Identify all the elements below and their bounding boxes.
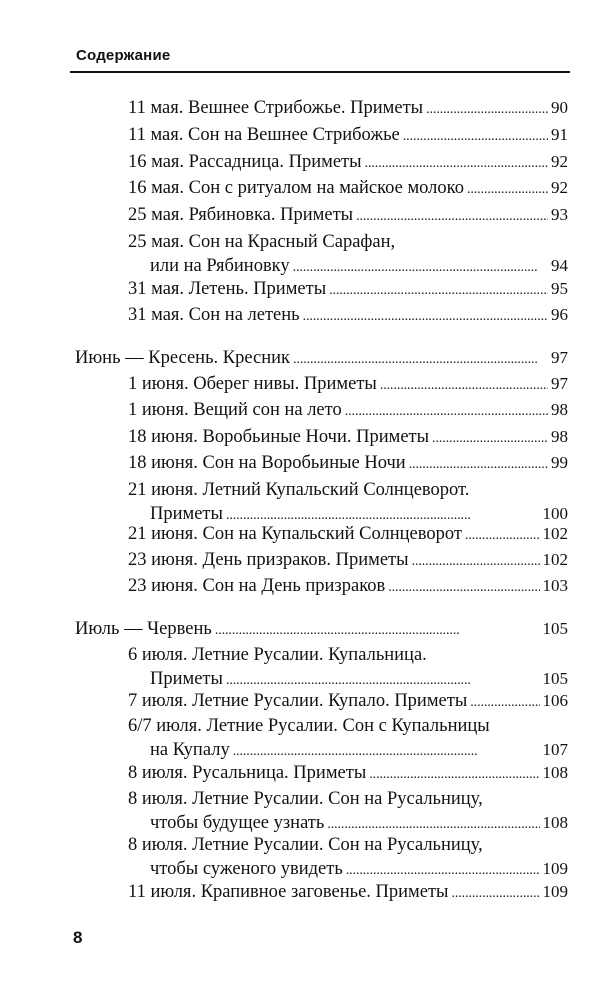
dot-leader	[409, 453, 548, 477]
toc-entry[interactable]	[0, 346, 568, 370]
dot-leader	[432, 427, 548, 451]
toc-entry[interactable]	[0, 176, 568, 200]
toc-entry[interactable]	[0, 714, 568, 762]
toc-entry-title: 18 июня. Воробьиные Ночи. Приметы	[128, 427, 430, 447]
toc-entry-title: 7 июля. Летние Русалии. Купало. Приметы	[128, 691, 468, 711]
dot-leader	[388, 576, 539, 600]
dot-leader	[380, 374, 548, 398]
toc-entry-title: 6/7 июля. Летние Русалии. Сон с Купальницы	[128, 716, 490, 736]
toc-entry-title: 11 мая. Сон на Вешнее Стрибожье	[128, 125, 400, 145]
toc-entry[interactable]	[0, 425, 568, 449]
toc-page-number: 98	[551, 400, 568, 419]
dot-leader	[329, 279, 548, 303]
dot-leader	[303, 305, 548, 329]
toc-entry-title: 31 мая. Летень. Приметы	[128, 279, 327, 299]
toc-entry[interactable]	[0, 689, 568, 713]
toc-page-number: 93	[551, 205, 568, 224]
toc-entry[interactable]	[0, 522, 568, 546]
toc-entry-title: 1 июня. Вещий сон на лето	[128, 400, 342, 420]
toc-page-number: 95	[551, 279, 568, 298]
toc-entry-title: Июль — Червень	[75, 619, 212, 639]
toc-entry-title: чтобы суженого увидеть	[150, 859, 343, 879]
toc-page-number: 109	[542, 859, 568, 878]
dot-leader	[465, 524, 540, 548]
dot-leader	[365, 152, 548, 176]
toc-entry-title: 1 июня. Оберег нивы. Приметы	[128, 374, 377, 394]
toc-entry[interactable]	[0, 398, 568, 422]
toc-entry-title: 23 июня. День призраков. Приметы	[128, 550, 409, 570]
toc-entry-title: 23 июня. Сон на День призраков	[128, 576, 386, 596]
dot-leader	[467, 178, 548, 202]
toc-page-number: 109	[542, 882, 568, 901]
toc-entry-title: 25 мая. Сон на Красный Сарафан,	[128, 232, 396, 252]
toc-entry-title: чтобы будущее узнать	[150, 813, 325, 833]
dot-leader	[356, 205, 548, 229]
dot-leader	[470, 691, 539, 715]
toc-entry[interactable]	[0, 833, 568, 881]
toc-entry[interactable]	[0, 150, 568, 174]
dot-leader	[451, 882, 539, 906]
toc-entry-title: 16 мая. Сон с ритуалом на майское молоко	[128, 178, 464, 198]
toc-entry[interactable]	[0, 203, 568, 227]
toc-page-number: 97	[551, 374, 568, 393]
toc-page-number: 103	[542, 576, 568, 595]
toc-entry-title: 18 июня. Сон на Воробьиные Ночи	[128, 453, 406, 473]
toc-entry[interactable]	[0, 548, 568, 572]
dot-leader	[369, 763, 539, 787]
toc-page-number: 106	[542, 691, 568, 710]
toc-entry-title: 16 мая. Рассадница. Приметы	[128, 152, 362, 172]
toc-entry[interactable]	[0, 230, 568, 278]
toc-entry-title: Приметы	[150, 504, 223, 524]
toc-entry[interactable]	[0, 123, 568, 147]
toc-page-number: 107	[542, 740, 568, 759]
toc-entry[interactable]	[0, 787, 568, 835]
running-header	[70, 45, 570, 73]
toc-entry-title: 31 мая. Сон на летень	[128, 305, 300, 325]
dot-leader	[426, 98, 548, 122]
toc-entry[interactable]	[0, 574, 568, 598]
header-title: Содержание	[76, 47, 171, 64]
toc-page-number: 98	[551, 427, 568, 446]
toc-page-number: 92	[551, 178, 568, 197]
toc-entry[interactable]	[0, 277, 568, 301]
toc-page-number: 97	[551, 348, 568, 367]
toc-entry-title: 8 июля. Русальница. Приметы	[128, 763, 367, 783]
toc-entry[interactable]	[0, 303, 568, 327]
toc-entry-title: Приметы	[150, 669, 223, 689]
toc-page-number: 105	[542, 669, 568, 688]
toc-entry-title: Июнь — Кресень. Кресник	[75, 348, 291, 368]
toc-entry[interactable]	[0, 761, 568, 785]
toc-entry-title: 8 июля. Летние Русалии. Сон на Русальницу,	[128, 835, 483, 855]
toc-page-number: 100	[542, 504, 568, 523]
dot-leader	[403, 125, 548, 149]
toc-entry-title: 21 июня. Сон на Купальский Солнцеворот	[128, 524, 462, 544]
toc-page-number: 94	[551, 256, 568, 275]
toc-entry[interactable]	[0, 372, 568, 396]
toc-entry[interactable]	[0, 478, 568, 526]
dot-leader	[345, 400, 548, 424]
toc-page-number: 90	[551, 98, 568, 117]
toc-entry[interactable]	[0, 880, 568, 904]
toc-entry[interactable]	[0, 643, 568, 691]
toc-entry-title: 21 июня. Летний Купальский Солнцеворот.	[128, 480, 470, 500]
toc-entry[interactable]	[0, 451, 568, 475]
toc-entry-title: 11 мая. Вешнее Стрибожье. Приметы	[128, 98, 424, 118]
toc-entry[interactable]	[0, 617, 568, 641]
page-number: 8	[73, 928, 83, 947]
toc-page-number: 108	[542, 813, 568, 832]
toc-page-number: 105	[542, 619, 568, 638]
toc-page-number: 99	[551, 453, 568, 472]
toc-entry-title: 8 июля. Летние Русалии. Сон на Русальницу,	[128, 789, 483, 809]
toc-entry-title: 6 июля. Летние Русалии. Купальница.	[128, 645, 427, 665]
toc-entry-title: 11 июля. Крапивное заговенье. Приметы	[128, 882, 449, 902]
toc-entry-title: на Купалу	[150, 740, 230, 760]
toc-page-number: 92	[551, 152, 568, 171]
dot-leader	[293, 348, 548, 372]
toc-entry-title: или на Рябиновку	[150, 256, 290, 276]
toc-page-number: 102	[542, 524, 568, 543]
dot-leader	[412, 550, 540, 574]
dot-leader	[215, 619, 540, 643]
toc-page-number: 102	[542, 550, 568, 569]
toc-entry[interactable]	[0, 96, 568, 120]
toc-entry-title: 25 мая. Рябиновка. Приметы	[128, 205, 354, 225]
toc-page-number: 96	[551, 305, 568, 324]
toc-page-number: 108	[542, 763, 568, 782]
toc-page-number: 91	[551, 125, 568, 144]
